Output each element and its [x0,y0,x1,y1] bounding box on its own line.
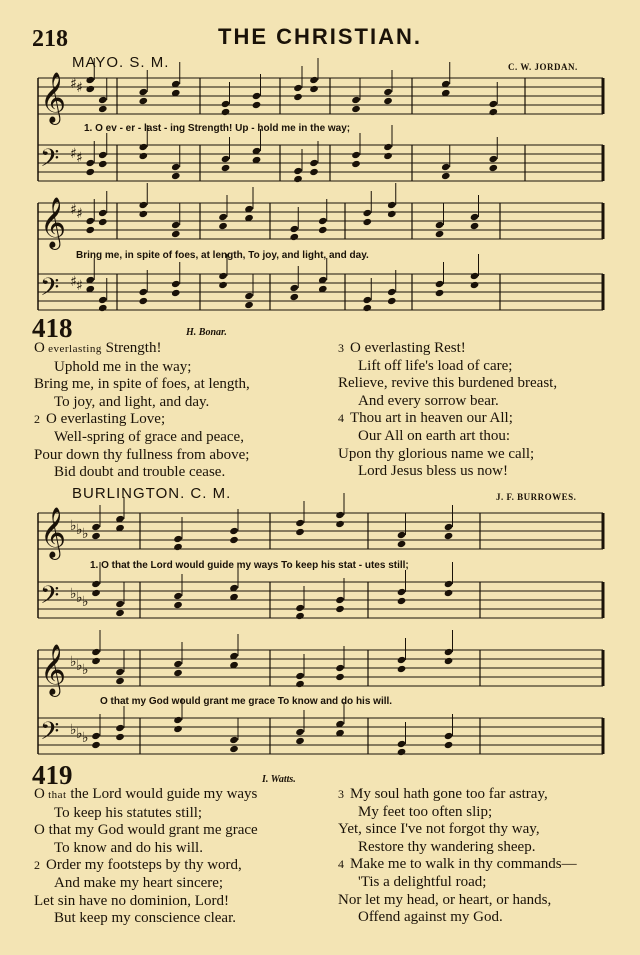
flat-icon: ♭ [82,526,89,542]
note-head [173,543,183,551]
note-head [221,100,231,108]
verse-line: Pour down thy fullness from above; [34,446,250,463]
note-head [318,226,328,234]
note-head [229,527,239,535]
note-head [289,293,299,301]
note-head [244,301,254,309]
verse-line: Make me to walk in thy commands— [350,856,577,873]
sharp-icon: ♯ [76,206,83,222]
note-head [383,88,393,96]
verse-line: Lord Jesus bless us now! [358,463,508,480]
verse-line: My feet too often slip; [358,803,493,820]
verse-line: Offend against my God. [358,909,503,926]
note-head [218,222,228,230]
note-head [444,741,454,749]
note-head [91,648,101,656]
note-head [173,592,183,600]
verse-line: Our All on earth art thou: [358,427,511,444]
drop-cap: O [34,340,45,356]
note-head [138,288,148,296]
note-head [293,175,303,183]
note-head [383,97,393,105]
page-title: THE CHRISTIAN. [218,24,422,49]
treble-clef-icon: 𝄞 [40,197,67,248]
note-head [138,210,148,218]
note-head [351,160,361,168]
note-head [397,656,407,664]
note-head [85,85,95,93]
note-head [362,209,372,217]
verse-text: the Lord would guide my ways [66,786,258,802]
verse-line: To keep his statutes still; [54,804,203,821]
treble-clef-icon: 𝄞 [40,72,67,123]
verse-line: To joy, and light, and day. [54,393,210,410]
note-head [138,152,148,160]
lyrics-mayo-line1: 1. O ev - er - last - ing Strength! Up - hold me in the way; [84,123,351,134]
verse-number: 4 [338,411,344,426]
note-head [218,281,228,289]
note-head [295,519,305,527]
sharp-icon: ♯ [70,202,77,218]
bass-clef-icon: 𝄢 [40,581,60,616]
note-head [138,297,148,305]
note-head [387,288,397,296]
small-caps: everlasting [44,343,102,355]
note-head [115,677,125,685]
note-head [444,657,454,665]
note-head [229,736,239,744]
note-head [85,226,95,234]
verse-line: Yet, since I've not forgot thy way, [338,821,540,838]
note-head [335,673,345,681]
note-head [309,76,319,84]
verse-line: Bring me, in spite of foes, at length, [34,376,250,393]
note-head [351,96,361,104]
note-head [98,304,108,312]
note-head [171,172,181,180]
note-head [98,218,108,226]
note-head [98,209,108,217]
note-head [309,85,319,93]
note-head [470,272,480,280]
verse-line [34,786,258,805]
note-head [252,101,262,109]
hymn-author: I. Watts. [262,774,296,785]
note-head [115,733,125,741]
tune-name-mayo: MAYO. S. M. [72,54,170,71]
flat-icon: ♭ [76,522,83,538]
verse-number: 2 [34,412,40,427]
note-head [295,672,305,680]
note-head [115,609,125,617]
note-head [488,108,498,116]
sharp-icon: ♯ [76,80,83,96]
note-head [138,201,148,209]
bass-clef-icon: 𝄢 [40,273,60,308]
note-head [293,84,303,92]
verse-line: Order my footsteps by thy word, [46,857,242,874]
small-caps: that [44,789,67,801]
verse-line: Lift off life's load of care; [358,357,513,374]
verse-line: Uphold me in the way; [54,358,192,375]
note-head [115,600,125,608]
verse-line: Nor let my head, or heart, or hands, [338,891,552,908]
page-number: 218 [32,26,68,52]
note-head [383,143,393,151]
note-head [98,296,108,304]
verse-line: Bid doubt and trouble cease. [54,464,226,481]
flat-icon: ♭ [76,726,83,742]
note-head [173,669,183,677]
note-head [98,96,108,104]
lyrics-mayo-line2: Bring me, in spite of foes, at length, To joy, and light, and day. [76,250,369,261]
flat-icon: ♭ [76,590,83,606]
note-head [387,201,397,209]
note-head [91,580,101,588]
note-head [435,280,445,288]
note-head [351,105,361,113]
note-head [91,657,101,665]
note-head [244,292,254,300]
note-head [295,737,305,745]
note-head [397,531,407,539]
note-head [309,159,319,167]
verse-text: Strength! [101,340,162,356]
verse-line: My soul hath gone too far astray, [350,786,548,802]
note-head [293,93,303,101]
verse-line: Restore thy wandering sheep. [358,838,536,855]
verse-number: 3 [338,787,344,801]
note-head [115,724,125,732]
hymn-number: 419 [32,760,73,790]
verse-line: And make my heart sincere; [54,874,224,891]
note-head [91,741,101,749]
verse-line: O everlasting Love; [46,411,166,428]
note-head [98,105,108,113]
note-head [289,225,299,233]
verse-line: Relieve, revive this burdened breast, [338,375,558,392]
note-head [138,143,148,151]
bass-clef-icon: 𝄢 [40,144,60,179]
note-head [397,748,407,756]
note-head [318,217,328,225]
note-head [435,289,445,297]
note-head [470,281,480,289]
note-head [85,76,95,84]
sharp-icon: ♯ [70,76,77,92]
note-head [91,589,101,597]
hymn-419-right-column [338,786,577,927]
note-head [387,297,397,305]
verse-line: But keep my conscience clear. [54,910,237,927]
note-head [362,296,372,304]
hymn-418-left-column [34,340,250,482]
verse-number: 4 [338,857,344,872]
note-head [335,605,345,613]
composer-burlington: J. F. BURROWES. [496,492,577,502]
sharp-icon: ♯ [76,150,83,166]
note-head [444,589,454,597]
note-head [221,155,231,163]
note-head [91,523,101,531]
verse-line: Well-spring of grace and peace, [54,428,244,445]
note-head [397,740,407,748]
verse-line [34,340,250,359]
note-head [362,304,372,312]
hymn-number: 418 [32,313,73,343]
sharp-icon: ♯ [70,274,77,290]
note-head [171,289,181,297]
tune-name-burlington: BURLINGTON. C. M. [72,485,232,502]
note-head [98,151,108,159]
note-head [252,92,262,100]
drop-cap: O [34,786,45,802]
note-head [289,233,299,241]
note-head [173,725,183,733]
note-head [441,172,451,180]
note-head [138,97,148,105]
lyrics-burlington-line1: 1. O that the Lord would guide my ways To keep his stat - utes still; [90,560,409,571]
note-head [351,151,361,159]
verse-line: O that my God would grant me grace [34,822,258,839]
note-head [218,272,228,280]
note-head [218,213,228,221]
note-head [397,665,407,673]
hymn-418-right-column [338,340,557,481]
verse-number: 3 [338,341,344,355]
note-head [435,221,445,229]
note-head [362,218,372,226]
note-head [397,540,407,548]
note-head [488,164,498,172]
note-head [229,745,239,753]
verse-line: Let sin have no dominion, Lord! [34,892,229,909]
note-head [444,648,454,656]
note-head [91,732,101,740]
note-head [138,88,148,96]
note-head [488,100,498,108]
note-head [435,230,445,238]
flat-icon: ♭ [76,658,83,674]
flat-icon: ♭ [70,586,77,602]
flat-icon: ♭ [82,594,89,610]
note-head [289,284,299,292]
composer-mayo: C. W. JORDAN. [508,62,578,72]
note-head [173,535,183,543]
note-head [441,163,451,171]
note-head [171,163,181,171]
treble-clef-icon: 𝄞 [40,507,67,558]
note-head [335,520,345,528]
verse-line: Thou art in heaven our All; [350,410,513,427]
note-head [335,511,345,519]
note-head [171,230,181,238]
note-head [229,536,239,544]
note-head [383,152,393,160]
note-head [470,222,480,230]
flat-icon: ♭ [70,518,77,534]
note-head [91,532,101,540]
verse-line: And every sorrow bear. [358,392,499,409]
note-head [293,167,303,175]
note-head [488,155,498,163]
note-head [221,164,231,172]
note-head [397,597,407,605]
note-head [470,213,480,221]
verse-line: O everlasting Rest! [350,340,466,356]
bass-clef-icon: 𝄢 [40,717,60,752]
note-head [444,532,454,540]
lyrics-burlington-line2: O that my God would grant me grace To know and do his will. [100,696,393,707]
note-head [309,168,319,176]
note-head [173,660,183,668]
note-head [444,732,454,740]
flat-icon: ♭ [82,730,89,746]
flat-icon: ♭ [70,654,77,670]
note-head [171,221,181,229]
note-head [85,168,95,176]
note-head [335,664,345,672]
verse-number: 2 [34,858,40,873]
note-head [387,210,397,218]
note-head [115,668,125,676]
note-head [98,160,108,168]
flat-icon: ♭ [70,722,77,738]
note-head [85,217,95,225]
verse-line: To know and do his will. [54,839,203,856]
note-head [173,716,183,724]
hymn-419-left-column [34,786,258,928]
note-head [295,612,305,620]
flat-icon: ♭ [82,662,89,678]
note-head [335,596,345,604]
treble-clef-icon: 𝄞 [40,644,67,695]
verse-line: Upon thy glorious name we call; [338,445,535,462]
note-head [171,280,181,288]
note-head [295,604,305,612]
note-head [444,580,454,588]
note-head [397,588,407,596]
sharp-icon: ♯ [76,278,83,294]
sharp-icon: ♯ [70,146,77,162]
hymn-author: H. Bonar. [186,327,227,338]
verse-line: 'Tis a delightful road; [358,873,487,890]
note-head [295,528,305,536]
note-head [444,523,454,531]
note-head [221,108,231,116]
note-head [295,728,305,736]
note-head [85,159,95,167]
note-head [295,680,305,688]
note-head [173,601,183,609]
